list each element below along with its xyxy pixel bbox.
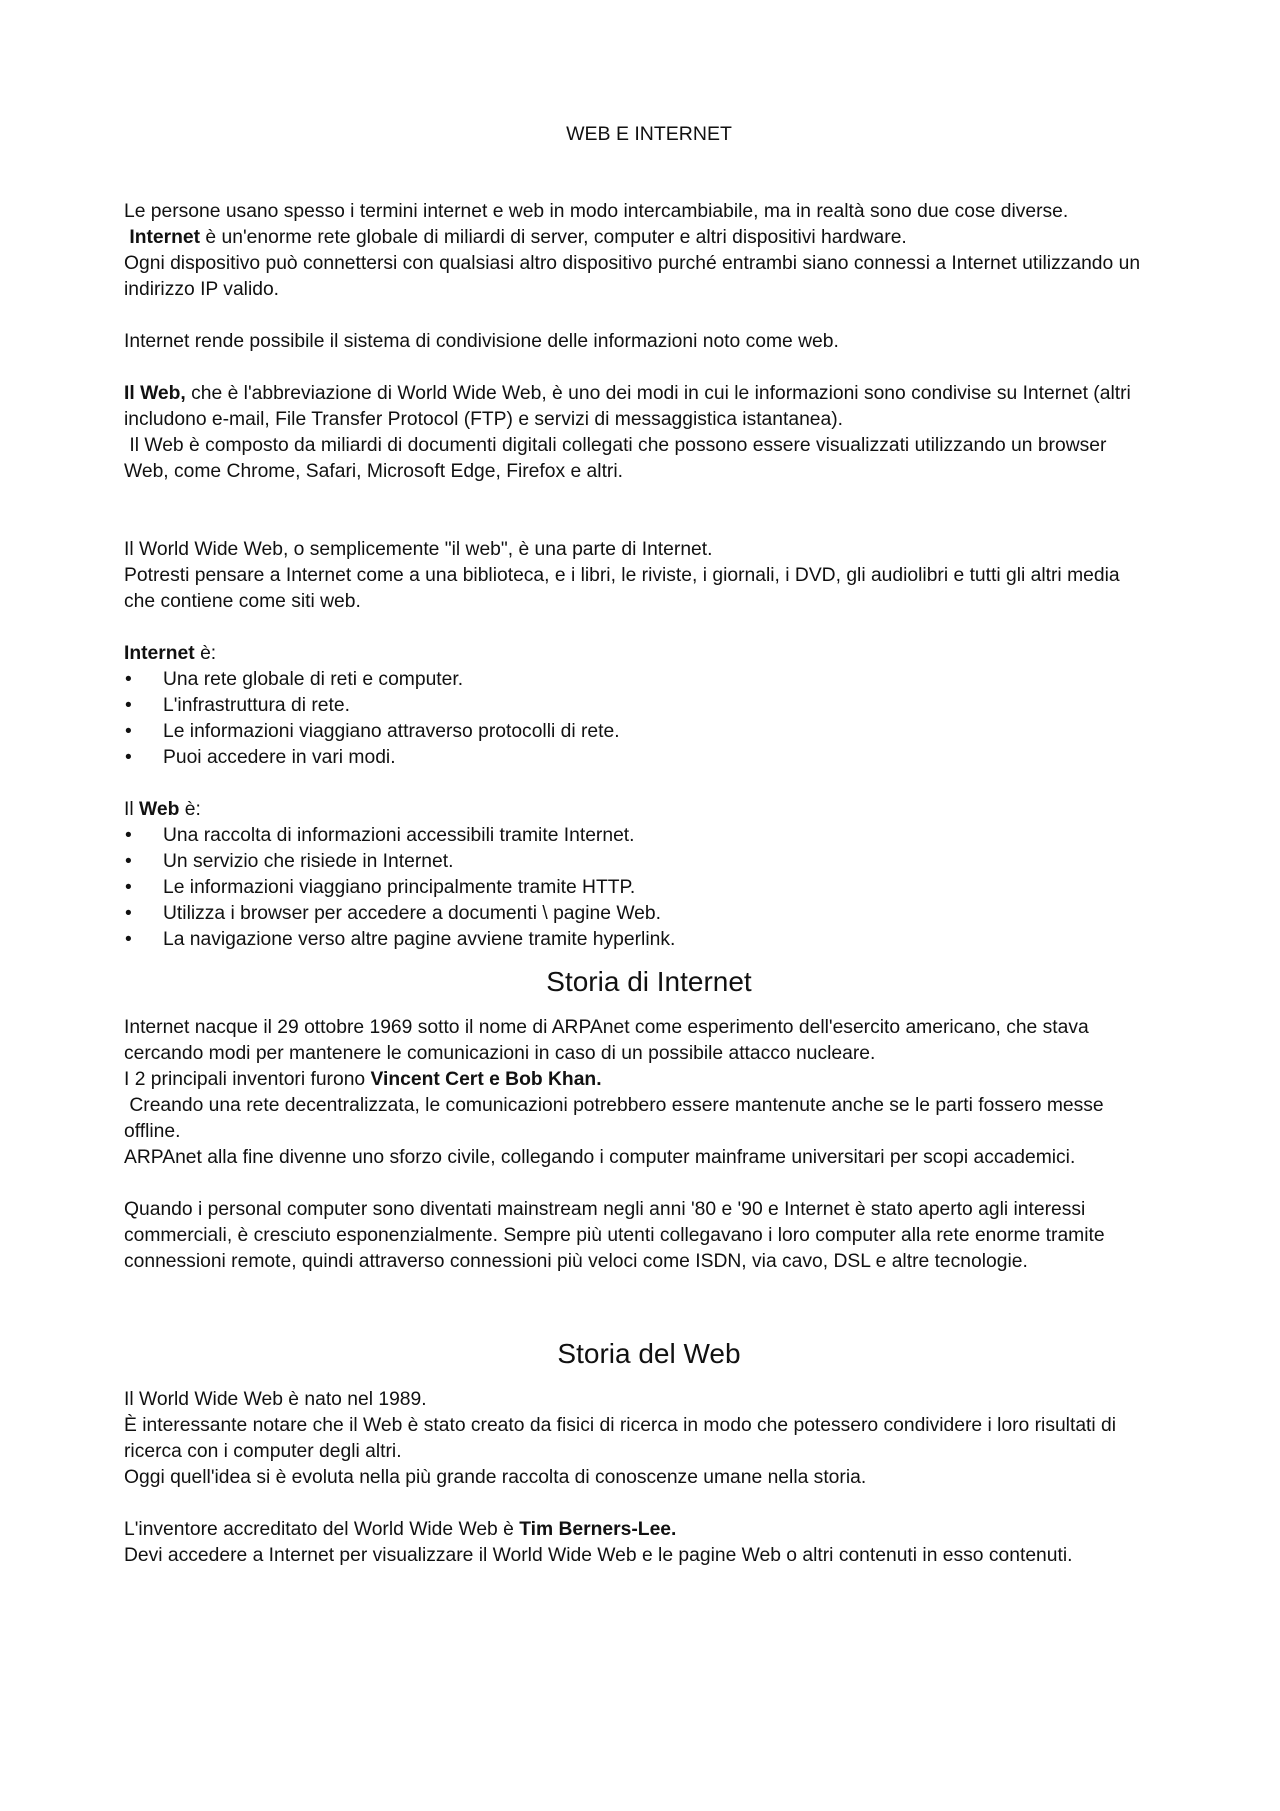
- growth-paragraph: Quando i personal computer sono diventati mainstream negli anni '80 e '90 e Internet è stato aperto agli interessi commerciali, è cresciuto esponenzialmente. Sempre più utenti collegavano i loro computer alla rete enorme tramite connessioni remote, quindi attraverso connessioni più veloci come ISDN, via cavo, DSL e altre tecnologie.: [124, 1199, 1105, 1272]
- web-creation-paragraph: È interessante notare che il Web è stato creato da fisici di ricerca in modo che potessero condividere i loro risultati di ricerca con i computer degli altri.: [124, 1415, 1117, 1462]
- internet-list: [124, 667, 1156, 771]
- access-paragraph: Devi accedere a Internet per visualizzare il World Wide Web e le pagine Web o altri contenuti in esso contenuti.: [124, 1545, 1073, 1566]
- bullet-icon: •: [125, 903, 132, 924]
- list-item: • Le informazioni viaggiano attraverso protocolli di rete.: [124, 719, 1156, 745]
- internet-definition-paragraph: Internet è un'enorme rete globale di miliardi di server, computer e altri dispositivi hardware.: [129, 227, 907, 248]
- bullet-icon: •: [125, 721, 132, 742]
- list-item: • Una rete globale di reti e computer.: [124, 667, 1156, 693]
- bullet-icon: •: [125, 825, 132, 846]
- web-documents-paragraph: Il Web è composto da miliardi di documenti digitali collegati che possono essere visualizzati utilizzando un browser Web, come Chrome, Safari, Microsoft Edge, Firefox e altri.: [124, 435, 1107, 482]
- document-title: WEB E INTERNET: [566, 123, 732, 145]
- bullet-icon: •: [125, 695, 132, 716]
- web-list-label: Il Web è:: [124, 799, 201, 820]
- section-heading-storia-internet: Storia di Internet: [546, 966, 752, 997]
- web-definition-paragraph: Il Web, che è l'abbreviazione di World Wide Web, è uno dei modi in cui le informazioni sono condivise su Internet (altri includono e-mail, File Transfer Protocol (FTP) e servizi di messaggistica istantanea).: [124, 383, 1131, 430]
- list-item: • Utilizza i browser per accedere a documenti \ pagine Web.: [124, 901, 1156, 927]
- web-list: [124, 823, 1156, 953]
- section-heading-storia-web: Storia del Web: [557, 1338, 741, 1369]
- civil-effort-paragraph: ARPAnet alla fine divenne uno sforzo civile, collegando i computer mainframe universitari per scopi accademici.: [124, 1147, 1076, 1168]
- info-sharing-paragraph: Internet rende possibile il sistema di condivisione delle informazioni noto come web.: [124, 331, 839, 352]
- bullet-icon: •: [125, 851, 132, 872]
- list-item: • Una raccolta di informazioni accessibili tramite Internet.: [124, 823, 1156, 849]
- arpanet-paragraph: Internet nacque il 29 ottobre 1969 sotto il nome di ARPAnet come esperimento dell'esercito americano, che stava cercando modi per mantenere le comunicazioni in caso di un possibile attacco nucleare.: [124, 1017, 1089, 1064]
- bullet-icon: •: [125, 877, 132, 898]
- bullet-icon: •: [125, 747, 132, 768]
- library-analogy-paragraph: Potresti pensare a Internet come a una biblioteca, e i libri, le riviste, i giornali, i DVD, gli audiolibri e tutti gli altri media che contiene come siti web.: [124, 565, 1120, 612]
- list-item: • La navigazione verso altre pagine avviene tramite hyperlink.: [124, 927, 1156, 953]
- bullet-icon: •: [125, 929, 132, 950]
- bullet-icon: •: [125, 669, 132, 690]
- www-part-paragraph: Il World Wide Web, o semplicemente "il web", è una parte di Internet.: [124, 539, 713, 560]
- internet-list-label: Internet è:: [124, 643, 217, 664]
- list-item: • L'infrastruttura di rete.: [124, 693, 1156, 719]
- web-term: Il Web,: [124, 383, 186, 404]
- inventor-paragraph: L'inventore accreditato del World Wide Web è Tim Berners-Lee.: [124, 1519, 677, 1540]
- inventors-names: Vincent Cert e Bob Khan.: [370, 1069, 602, 1090]
- list-item: • Un servizio che risiede in Internet.: [124, 849, 1156, 875]
- decentralized-paragraph: Creando una rete decentralizzata, le comunicazioni potrebbero essere mantenute anche se le parti fossero messe offline.: [124, 1095, 1104, 1142]
- knowledge-paragraph: Oggi quell'idea si è evoluta nella più grande raccolta di conoscenze umane nella storia.: [124, 1467, 867, 1488]
- connectivity-paragraph: Ogni dispositivo può connettersi con qualsiasi altro dispositivo purché entrambi siano connessi a Internet utilizzando un indirizzo IP valido.: [124, 253, 1141, 300]
- intro-paragraph: Le persone usano spesso i termini internet e web in modo intercambiabile, ma in realtà sono due cose diverse.: [124, 201, 1069, 222]
- inventors-paragraph: I 2 principali inventori furono Vincent Cert e Bob Khan.: [124, 1069, 602, 1090]
- list-item: • Puoi accedere in vari modi.: [124, 745, 1156, 771]
- web-born-paragraph: Il World Wide Web è nato nel 1989.: [124, 1389, 427, 1410]
- internet-term: Internet: [129, 227, 201, 248]
- inventor-name: Tim Berners-Lee.: [519, 1519, 677, 1540]
- list-item: • Le informazioni viaggiano principalmente tramite HTTP.: [124, 875, 1156, 901]
